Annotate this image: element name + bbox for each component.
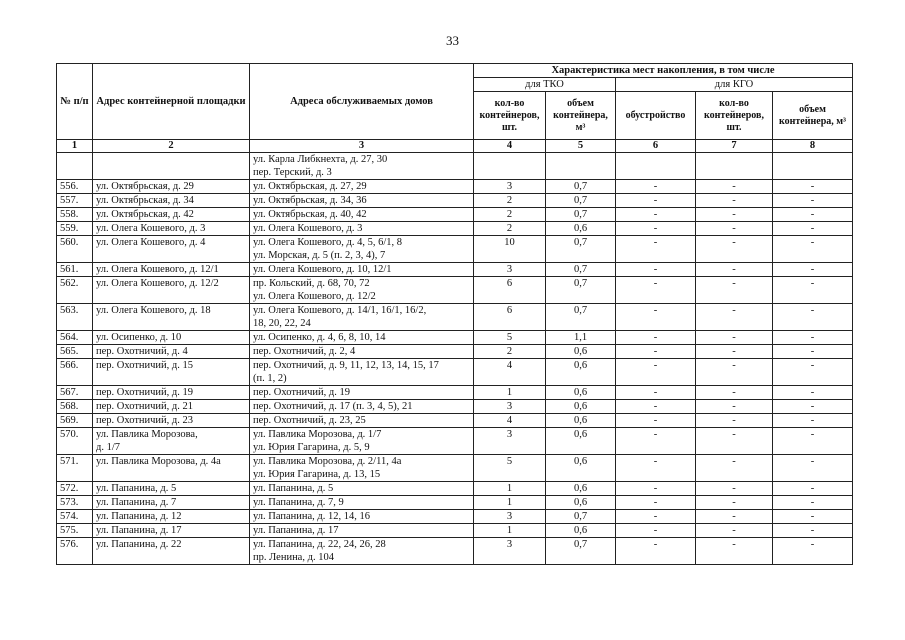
kgo-arrangement: - (616, 400, 696, 414)
kgo-container-count (696, 290, 773, 304)
served-address: ул. Папанина, д. 12, 14, 16 (250, 510, 474, 524)
kgo-container-count (696, 372, 773, 386)
site-address: ул. Октябрьская, д. 42 (93, 208, 250, 222)
kgo-arrangement: - (616, 510, 696, 524)
tko-container-volume: 0,6 (546, 428, 616, 442)
kgo-container-count: - (696, 236, 773, 250)
site-address: ул. Октябрьская, д. 29 (93, 180, 250, 194)
tko-container-count (474, 372, 546, 386)
column-number: 3 (250, 140, 474, 153)
site-address: ул. Павлика Морозова, (93, 428, 250, 442)
table-row (57, 428, 853, 442)
tko-container-volume: 0,6 (546, 524, 616, 538)
row-number: 574. (57, 510, 93, 524)
kgo-container-count: - (696, 277, 773, 291)
kgo-arrangement: - (616, 386, 696, 400)
header-served-addresses: Адреса обслуживаемых домов (250, 64, 474, 140)
kgo-arrangement (616, 317, 696, 331)
tko-container-count: 10 (474, 236, 546, 250)
kgo-container-count: - (696, 180, 773, 194)
kgo-container-volume: - (773, 400, 853, 414)
kgo-arrangement (616, 441, 696, 455)
tko-container-volume (546, 372, 616, 386)
kgo-container-volume (773, 290, 853, 304)
header-tko-volume: объем контейнера, м³ (546, 92, 616, 140)
tko-container-count (474, 249, 546, 263)
kgo-container-volume (773, 551, 853, 565)
header-tko: для ТКО (474, 78, 616, 92)
kgo-arrangement (616, 372, 696, 386)
site-address: ул. Олега Кошевого, д. 4 (93, 236, 250, 250)
table-row (57, 455, 853, 469)
served-address: ул. Олега Кошевого, д. 12/2 (250, 290, 474, 304)
kgo-arrangement: - (616, 304, 696, 318)
kgo-container-count: - (696, 331, 773, 345)
table-row (57, 400, 853, 414)
kgo-container-count: - (696, 414, 773, 428)
row-number: 565. (57, 345, 93, 359)
tko-container-volume: 0,7 (546, 538, 616, 552)
table-row (57, 538, 853, 552)
column-number: 7 (696, 140, 773, 153)
tko-container-count: 3 (474, 263, 546, 277)
table-row (57, 153, 853, 167)
kgo-container-count (696, 551, 773, 565)
kgo-container-volume (773, 317, 853, 331)
site-address (93, 372, 250, 386)
served-address: ул. Папанина, д. 22, 24, 26, 28 (250, 538, 474, 552)
served-address: ул. Павлика Морозова, д. 1/7 (250, 428, 474, 442)
row-number (57, 441, 93, 455)
kgo-container-count: - (696, 194, 773, 208)
served-address: ул. Карла Либкнехта, д. 27, 30 (250, 153, 474, 167)
kgo-arrangement: - (616, 236, 696, 250)
kgo-arrangement (616, 153, 696, 167)
tko-container-volume (546, 441, 616, 455)
row-number: 558. (57, 208, 93, 222)
site-address: ул. Олега Кошевого, д. 3 (93, 222, 250, 236)
tko-container-volume: 0,7 (546, 236, 616, 250)
tko-container-volume (546, 166, 616, 180)
kgo-container-count: - (696, 263, 773, 277)
row-number: 570. (57, 428, 93, 442)
table-row (57, 180, 853, 194)
served-address: 18, 20, 22, 24 (250, 317, 474, 331)
kgo-container-volume: - (773, 180, 853, 194)
tko-container-volume: 0,6 (546, 455, 616, 469)
kgo-arrangement (616, 468, 696, 482)
row-number: 559. (57, 222, 93, 236)
row-number (57, 290, 93, 304)
site-address: пер. Охотничий, д. 15 (93, 359, 250, 373)
row-number: 571. (57, 455, 93, 469)
kgo-arrangement: - (616, 524, 696, 538)
table-row (57, 222, 853, 236)
kgo-arrangement: - (616, 208, 696, 222)
tko-container-count: 3 (474, 428, 546, 442)
served-address: пр. Ленина, д. 104 (250, 551, 474, 565)
served-address: пер. Охотничий, д. 17 (п. 3, 4, 5), 21 (250, 400, 474, 414)
served-address: ул. Олега Кошевого, д. 10, 12/1 (250, 263, 474, 277)
site-address: ул. Октябрьская, д. 34 (93, 194, 250, 208)
table-row (57, 331, 853, 345)
site-address: ул. Папанина, д. 7 (93, 496, 250, 510)
header-kgo-arrangement: обустройство (616, 92, 696, 140)
kgo-container-volume: - (773, 482, 853, 496)
column-number: 1 (57, 140, 93, 153)
tko-container-volume (546, 249, 616, 263)
tko-container-count (474, 290, 546, 304)
kgo-arrangement: - (616, 414, 696, 428)
row-number: 576. (57, 538, 93, 552)
kgo-arrangement: - (616, 455, 696, 469)
kgo-container-volume (773, 468, 853, 482)
kgo-container-count: - (696, 400, 773, 414)
site-address: ул. Олега Кошевого, д. 12/2 (93, 277, 250, 291)
kgo-arrangement: - (616, 482, 696, 496)
table-row (57, 236, 853, 250)
tko-container-count (474, 166, 546, 180)
kgo-container-volume: - (773, 304, 853, 318)
row-number: 569. (57, 414, 93, 428)
tko-container-count: 2 (474, 222, 546, 236)
site-address: ул. Папанина, д. 17 (93, 524, 250, 538)
site-address: ул. Олега Кошевого, д. 12/1 (93, 263, 250, 277)
kgo-arrangement: - (616, 331, 696, 345)
site-address: ул. Осипенко, д. 10 (93, 331, 250, 345)
site-address: ул. Папанина, д. 12 (93, 510, 250, 524)
tko-container-volume: 0,6 (546, 400, 616, 414)
tko-container-count: 1 (474, 496, 546, 510)
served-address: (п. 1, 2) (250, 372, 474, 386)
kgo-container-volume: - (773, 496, 853, 510)
table-row (57, 304, 853, 318)
tko-container-volume (546, 551, 616, 565)
row-number (57, 372, 93, 386)
table-row (57, 166, 853, 180)
kgo-container-count: - (696, 524, 773, 538)
tko-container-volume (546, 153, 616, 167)
kgo-arrangement (616, 290, 696, 304)
served-address: ул. Папанина, д. 5 (250, 482, 474, 496)
kgo-container-volume: - (773, 428, 853, 442)
kgo-arrangement: - (616, 345, 696, 359)
row-number: 566. (57, 359, 93, 373)
served-address: ул. Юрия Гагарина, д. 5, 9 (250, 441, 474, 455)
site-address (93, 166, 250, 180)
tko-container-volume: 0,7 (546, 304, 616, 318)
tko-container-volume: 0,7 (546, 208, 616, 222)
tko-container-count: 4 (474, 414, 546, 428)
row-number (57, 468, 93, 482)
tko-container-count: 3 (474, 510, 546, 524)
kgo-container-count: - (696, 386, 773, 400)
served-address: ул. Морская, д. 5 (п. 2, 3, 4), 7 (250, 249, 474, 263)
tko-container-count: 5 (474, 331, 546, 345)
kgo-container-volume: - (773, 414, 853, 428)
kgo-container-volume (773, 166, 853, 180)
column-number: 5 (546, 140, 616, 153)
table-row (57, 317, 853, 331)
row-number: 560. (57, 236, 93, 250)
row-number: 564. (57, 331, 93, 345)
kgo-container-volume (773, 249, 853, 263)
tko-container-count: 2 (474, 345, 546, 359)
tko-container-volume: 0,7 (546, 510, 616, 524)
table-row (57, 359, 853, 373)
kgo-container-count: - (696, 482, 773, 496)
table-row (57, 208, 853, 222)
table-row (57, 277, 853, 291)
row-number: 568. (57, 400, 93, 414)
site-address (93, 153, 250, 167)
site-address: пер. Охотничий, д. 21 (93, 400, 250, 414)
table-row (57, 345, 853, 359)
row-number: 557. (57, 194, 93, 208)
kgo-container-volume: - (773, 331, 853, 345)
served-address: пер. Охотничий, д. 2, 4 (250, 345, 474, 359)
served-address: ул. Павлика Морозова, д. 2/11, 4а (250, 455, 474, 469)
kgo-container-volume: - (773, 194, 853, 208)
served-address: ул. Октябрьская, д. 27, 29 (250, 180, 474, 194)
tko-container-volume: 0,7 (546, 277, 616, 291)
kgo-container-count: - (696, 538, 773, 552)
kgo-container-count (696, 249, 773, 263)
kgo-container-count (696, 468, 773, 482)
tko-container-volume: 0,7 (546, 180, 616, 194)
site-address (93, 317, 250, 331)
kgo-container-volume: - (773, 222, 853, 236)
kgo-container-volume: - (773, 277, 853, 291)
header-kgo: для КГО (616, 78, 853, 92)
tko-container-volume (546, 468, 616, 482)
site-address (93, 551, 250, 565)
row-number (57, 153, 93, 167)
kgo-container-volume: - (773, 455, 853, 469)
column-number: 2 (93, 140, 250, 153)
kgo-container-volume (773, 441, 853, 455)
kgo-container-count (696, 166, 773, 180)
table-row (57, 249, 853, 263)
tko-container-volume: 0,6 (546, 359, 616, 373)
served-address: пер. Охотничий, д. 23, 25 (250, 414, 474, 428)
kgo-container-volume: - (773, 386, 853, 400)
tko-container-count: 3 (474, 538, 546, 552)
kgo-container-count (696, 317, 773, 331)
tko-container-count: 1 (474, 524, 546, 538)
tko-container-count (474, 153, 546, 167)
served-address: ул. Олега Кошевого, д. 14/1, 16/1, 16/2, (250, 304, 474, 318)
served-address: ул. Папанина, д. 17 (250, 524, 474, 538)
row-number: 573. (57, 496, 93, 510)
tko-container-count: 5 (474, 455, 546, 469)
kgo-container-volume (773, 153, 853, 167)
tko-container-volume: 0,6 (546, 345, 616, 359)
tko-container-count: 1 (474, 482, 546, 496)
site-address: пер. Охотничий, д. 23 (93, 414, 250, 428)
served-address: ул. Олега Кошевого, д. 4, 5, 6/1, 8 (250, 236, 474, 250)
kgo-container-count (696, 153, 773, 167)
served-address: пер. Охотничий, д. 19 (250, 386, 474, 400)
kgo-container-count: - (696, 428, 773, 442)
tko-container-count: 6 (474, 304, 546, 318)
served-address: ул. Октябрьская, д. 40, 42 (250, 208, 474, 222)
kgo-arrangement: - (616, 263, 696, 277)
kgo-arrangement (616, 249, 696, 263)
tko-container-volume: 0,7 (546, 263, 616, 277)
header-no: № п/п (57, 64, 93, 140)
header-site-address: Адрес контейнерной площадки (93, 64, 250, 140)
kgo-arrangement: - (616, 277, 696, 291)
table-row (57, 468, 853, 482)
tko-container-volume: 0,6 (546, 414, 616, 428)
kgo-container-volume: - (773, 359, 853, 373)
row-number: 572. (57, 482, 93, 496)
site-address: пер. Охотничий, д. 19 (93, 386, 250, 400)
served-address: ул. Олега Кошевого, д. 3 (250, 222, 474, 236)
tko-container-count: 2 (474, 194, 546, 208)
row-number: 563. (57, 304, 93, 318)
table-row (57, 290, 853, 304)
served-address: пер. Охотничий, д. 9, 11, 12, 13, 14, 15, 17 (250, 359, 474, 373)
kgo-container-volume: - (773, 345, 853, 359)
tko-container-count (474, 317, 546, 331)
kgo-container-count: - (696, 304, 773, 318)
kgo-arrangement: - (616, 538, 696, 552)
tko-container-volume: 0,6 (546, 482, 616, 496)
kgo-container-volume: - (773, 236, 853, 250)
kgo-container-count: - (696, 222, 773, 236)
kgo-arrangement: - (616, 496, 696, 510)
table-row (57, 263, 853, 277)
container-sites-table (56, 63, 853, 565)
tko-container-count: 6 (474, 277, 546, 291)
tko-container-count (474, 441, 546, 455)
site-address (93, 468, 250, 482)
column-number: 6 (616, 140, 696, 153)
header-tko-count: кол-во контейнеров, шт. (474, 92, 546, 140)
table-row (57, 441, 853, 455)
tko-container-count: 4 (474, 359, 546, 373)
tko-container-count: 2 (474, 208, 546, 222)
table-row (57, 386, 853, 400)
table-row (57, 496, 853, 510)
table-row (57, 194, 853, 208)
tko-container-count (474, 551, 546, 565)
table-body (57, 153, 853, 565)
row-number (57, 249, 93, 263)
tko-container-count: 1 (474, 386, 546, 400)
header-kgo-count: кол-во контейнеров, шт. (696, 92, 773, 140)
kgo-container-count: - (696, 510, 773, 524)
kgo-container-count: - (696, 345, 773, 359)
site-address (93, 249, 250, 263)
kgo-container-volume (773, 372, 853, 386)
site-address: ул. Павлика Морозова, д. 4а (93, 455, 250, 469)
served-address: пер. Терский, д. 3 (250, 166, 474, 180)
tko-container-volume: 0,6 (546, 222, 616, 236)
kgo-arrangement: - (616, 194, 696, 208)
kgo-container-volume: - (773, 208, 853, 222)
site-address (93, 290, 250, 304)
kgo-arrangement: - (616, 359, 696, 373)
kgo-container-count: - (696, 496, 773, 510)
table-row (57, 551, 853, 565)
table-row (57, 482, 853, 496)
site-address: д. 1/7 (93, 441, 250, 455)
site-address: пер. Охотничий, д. 4 (93, 345, 250, 359)
kgo-arrangement (616, 551, 696, 565)
header-characteristics: Характеристика мест накопления, в том числе (474, 64, 853, 78)
served-address: ул. Октябрьская, д. 34, 36 (250, 194, 474, 208)
row-number (57, 166, 93, 180)
row-number: 575. (57, 524, 93, 538)
tko-container-volume: 0,7 (546, 194, 616, 208)
tko-container-volume: 0,6 (546, 386, 616, 400)
kgo-container-volume: - (773, 524, 853, 538)
served-address: ул. Юрия Гагарина, д. 13, 15 (250, 468, 474, 482)
site-address: ул. Папанина, д. 5 (93, 482, 250, 496)
row-number: 562. (57, 277, 93, 291)
kgo-container-volume: - (773, 263, 853, 277)
row-number: 567. (57, 386, 93, 400)
kgo-container-volume: - (773, 510, 853, 524)
kgo-arrangement: - (616, 180, 696, 194)
kgo-arrangement: - (616, 428, 696, 442)
row-number (57, 317, 93, 331)
kgo-container-count: - (696, 208, 773, 222)
table-row (57, 524, 853, 538)
kgo-container-count: - (696, 455, 773, 469)
tko-container-volume: 1,1 (546, 331, 616, 345)
table-row (57, 510, 853, 524)
column-number-row (57, 140, 853, 153)
kgo-container-count: - (696, 359, 773, 373)
row-number: 561. (57, 263, 93, 277)
page-number: 33 (446, 33, 459, 48)
tko-container-count (474, 468, 546, 482)
served-address: ул. Папанина, д. 7, 9 (250, 496, 474, 510)
site-address: ул. Папанина, д. 22 (93, 538, 250, 552)
tko-container-volume (546, 317, 616, 331)
row-number: 556. (57, 180, 93, 194)
column-number: 4 (474, 140, 546, 153)
column-number: 8 (773, 140, 853, 153)
table-row (57, 414, 853, 428)
served-address: пр. Кольский, д. 68, 70, 72 (250, 277, 474, 291)
kgo-arrangement (616, 166, 696, 180)
tko-container-count: 3 (474, 400, 546, 414)
kgo-container-count (696, 441, 773, 455)
header-kgo-volume: объем контейнера, м³ (773, 92, 853, 140)
kgo-arrangement: - (616, 222, 696, 236)
kgo-container-volume: - (773, 538, 853, 552)
tko-container-count: 3 (474, 180, 546, 194)
served-address: ул. Осипенко, д. 4, 6, 8, 10, 14 (250, 331, 474, 345)
row-number (57, 551, 93, 565)
tko-container-volume: 0,6 (546, 496, 616, 510)
site-address: ул. Олега Кошевого, д. 18 (93, 304, 250, 318)
table-row (57, 372, 853, 386)
tko-container-volume (546, 290, 616, 304)
